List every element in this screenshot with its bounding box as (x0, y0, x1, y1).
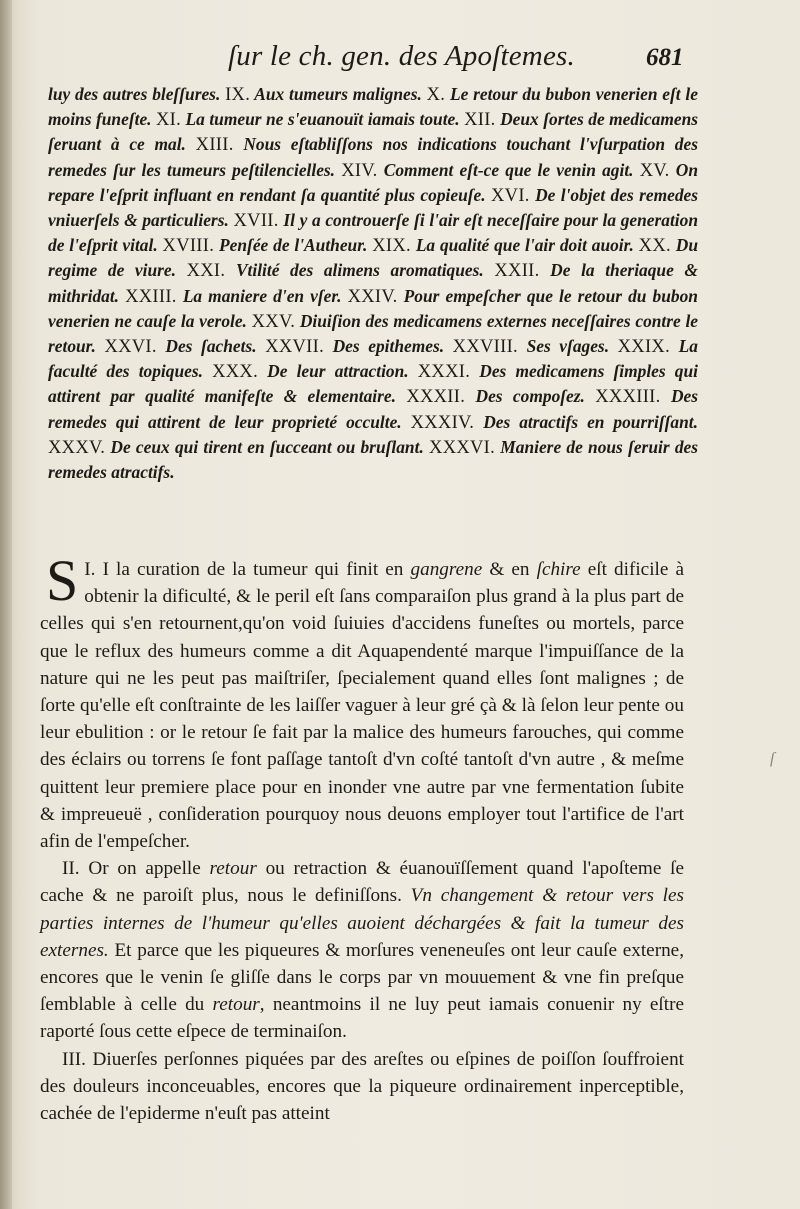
summary-entry-number: XXVI. (104, 337, 157, 358)
summary-entry-number: XV. (639, 160, 670, 181)
paragraph-1 (40, 548, 684, 855)
summary-entry-number: XXXIII. (595, 387, 661, 408)
summary-entry (48, 437, 429, 457)
summary-entry-number: XXII. (494, 261, 540, 282)
summary-entry-text: De ceux qui tirent en ſucceant ou bruſlant. (110, 436, 424, 457)
paragraph-number: I. (84, 559, 96, 580)
summary-entry-text: Maniere de nous ſeruir des remedes atractifs. (48, 436, 699, 483)
summary-entry-text: Ses vſages. (526, 336, 610, 357)
summary-entry (125, 286, 348, 306)
summary-entry-text: Pour empeſcher que le retour du bubon venerien ne cauſe la verole. (48, 285, 698, 331)
summary-entry-number: XXX. (212, 362, 259, 383)
italic-definition: Vn changement & retour vers les parties internes de l'humeur qu'elles auoient déchargées & fait la tumeur des externes. (40, 885, 684, 961)
summary-entry (212, 361, 418, 381)
summary-entry-number: XXXII. (406, 387, 466, 408)
page-number: 681 (646, 44, 684, 71)
paragraph-2 (40, 855, 684, 1045)
summary-entry-number: XXI. (186, 261, 226, 282)
summary-entry-text: luy des autres bleſſures. (48, 84, 221, 104)
summary-entry-number: XII. (464, 110, 496, 131)
summary-entry-text: Diuiſion des medicamens externes neceſſaires contre le retour. (48, 310, 698, 357)
italic-term: retour (212, 994, 260, 1016)
summary-entry-text: On repare l'eſprit influant en rendant ſa quantité plus copieuſe. (48, 159, 699, 205)
summary-entry-text: Il y a controuerſe ſi l'air eſt neceſſaire pour la generation de l'eſprit vital. (48, 210, 698, 256)
summary-entry-number: XXIX. (617, 337, 671, 358)
summary-entry-number: XXVII. (265, 337, 325, 358)
summary-entry-number: XVIII. (162, 236, 215, 257)
summary-entry-text: Des atractifs en pourriſſant. (483, 411, 698, 432)
summary-entry (411, 412, 698, 432)
summary-entry-text: La maniere d'en vſer. (182, 285, 342, 306)
summary-entry-text: Nous eſtabliſſons nos indications touchant l'vſurpation des remedes ſur les tumeurs peſtilencielles. (48, 134, 698, 180)
summary-entry (341, 160, 639, 180)
summary-entry-number: XVI. (491, 185, 530, 206)
drop-cap: S (46, 548, 79, 613)
italic-term: retour (209, 858, 257, 880)
summary-entry-text: Le retour du bubon venerien eſt le moins funeſte. (48, 84, 698, 130)
summary-entry-number: XXXVI. (429, 437, 496, 458)
summary-entry-text: Du regime de viure. (48, 235, 698, 281)
summary-entry-number: XIII. (195, 135, 234, 156)
summary-entry-number: XXV. (251, 311, 296, 332)
summary-entry (187, 260, 495, 280)
paragraph-text: Et parce que les piqueures & morſures veneneuſes ont leur cauſe externe, encores que le venin ſe gliſſe dans le corps par vn mouuement & vne fin preſque ſemblable à celle du (40, 939, 684, 1016)
summary-entry (406, 386, 595, 406)
summary-entry-text: La tumeur ne s'euanouït iamais toute. (185, 109, 460, 130)
summary-entry-text: Des compoſez. (475, 386, 585, 407)
paragraph-text: I la curation de la tumeur qui finit en (102, 559, 411, 580)
summary-entry (265, 336, 452, 356)
summary-entry-number: X. (426, 85, 446, 105)
summary-entry (104, 336, 265, 356)
summary-entry-number: XXIII. (125, 286, 177, 307)
summary-entry (163, 235, 373, 255)
summary-entry (225, 84, 427, 104)
summary-entry-text: Penſée de l'Autheur. (219, 235, 368, 256)
summary-entry (453, 336, 618, 356)
summary-entry-text: De la theriaque & mithridat. (48, 260, 698, 306)
summary-entry (48, 84, 225, 104)
italic-term: gangrene (410, 559, 483, 580)
summary-entry-text: La faculté des topiques. (48, 336, 698, 382)
paragraph-text: Diuerſes perſonnes piquées par des areſtes ou eſpines de poiſſon ſouffroient des douleurs inconceuables, encores que la piqueure ordinairement inperceptible, cachée de l'epiderme n'euſt pas atteint (40, 1048, 684, 1125)
summary-entry-number: XIV. (341, 160, 378, 181)
paragraph-text: & en (482, 559, 537, 580)
summary-entry-number: XI. (156, 110, 182, 131)
summary-entry (156, 109, 464, 129)
summary-entry-number: XVII. (233, 211, 279, 232)
summary-entry (372, 235, 638, 255)
paragraph-text: , neantmoins il ne luy peut iamais conuenir ny eſtre raporté ſous cette eſpece de terminaiſon. (40, 994, 684, 1043)
chapter-summary (48, 82, 698, 484)
paragraph-number: III. (62, 1048, 86, 1070)
summary-entry-text: De l'objet des remedes vniuerſels & particuliers. (48, 184, 698, 231)
page-spine-shadow (0, 0, 12, 1209)
paragraph-3 (40, 1046, 684, 1128)
summary-entry-number: XIX. (372, 236, 411, 257)
italic-term: ſchire (536, 559, 581, 580)
running-title: ſur le ch. gen. des Apoſtemes. (228, 40, 575, 72)
summary-entry-text: Des ſachets. (165, 336, 257, 357)
summary-entry-text: Deux ſortes de medicamens ſeruant à ce mal. (48, 109, 699, 155)
summary-entry-number: XXXIV. (410, 412, 475, 433)
paragraph-number: II. (62, 858, 80, 880)
summary-entry-text: Des epithemes. (332, 336, 445, 357)
summary-entry-number: XXXI. (417, 362, 471, 383)
summary-entry-text: Comment eſt-ce que le venin agit. (383, 159, 634, 180)
body-text (40, 548, 684, 1127)
summary-entry-number: XXIV. (347, 286, 398, 307)
summary-entry-text: Des remedes qui attirent de leur proprieté occulte. (48, 386, 698, 432)
paragraph-text: eſt dificile à obtenir la dificulté, & le peril eſt ſans comparaiſon plus grand à la plus part de celles qui s'en retournent,qu'on void ſuiuies d'accidens funeſtes ou mortels, parce que le reflux des humeurs comme a dit Aquapendenté marque l'impuiſſance de la nature qui ne les peut pas maiſtriſer, ſpecialement quand elles ſont malignes ; de ſorte qu'elle eſt conſtrainte de les laiſſer vaguer à leur gré çà & là ſelon leur pente ou leur ebulition : or le retour ſe fait par la malice des humeurs farouches, qui comme des éclairs ou torrens ſe font paſſage tantoſt d'vn coſté tantoſt d'vn autre , & meſme quittent leur premiere place pour en inonder vne autre par vne fermentation ſubite & impreueuë , conſideration pourquoy nous deuons employer tout l'artifice de l'art afin de l'empeſcher. (40, 559, 684, 853)
summary-entry-number: IX. (225, 85, 251, 105)
page-header (0, 40, 800, 80)
summary-entry-text: Vtilité des alimens aromatiques. (235, 260, 484, 281)
summary-entry-text: De leur attraction. (267, 361, 409, 382)
summary-entry-number: XXVIII. (452, 337, 518, 358)
margin-mark: ſ (770, 750, 775, 767)
summary-entry-text: Des medicamens ſimples qui attirent par qualité manifeſte & elementaire. (48, 361, 698, 407)
summary-entry-text: Aux tumeurs malignes. (254, 84, 422, 104)
summary-entry-number: XXXV. (48, 437, 106, 458)
summary-entry-number: XX. (638, 236, 671, 257)
summary-entry-text: La qualité que l'air doit auoir. (415, 235, 634, 256)
paragraph-text: Or on appelle (79, 858, 210, 880)
paragraph-text: ou retraction & éuanouïſſement quand l'apoſteme ſe cache & ne paroiſt plus, nous le definiſſons. (40, 858, 684, 907)
